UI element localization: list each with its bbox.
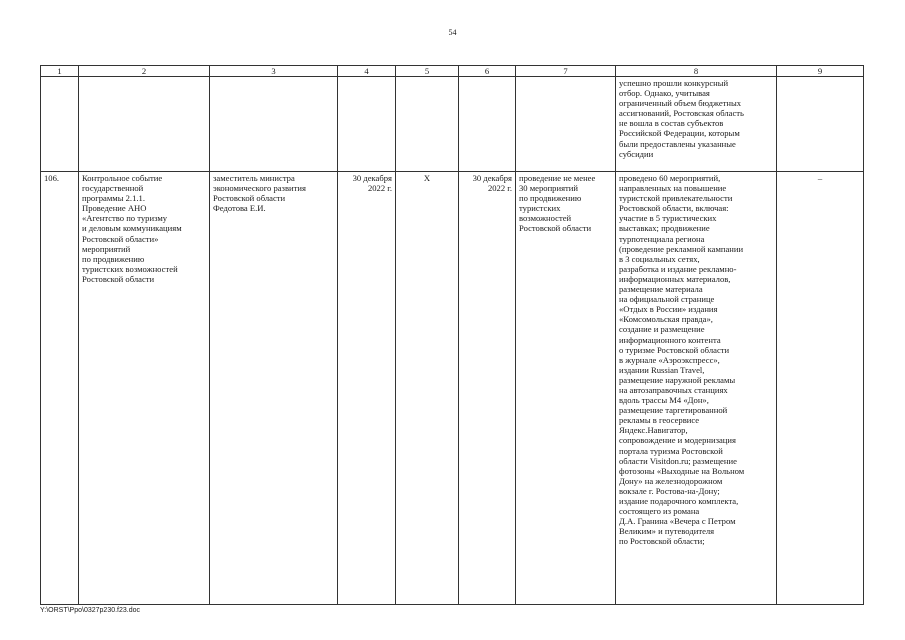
table-header-row [41, 66, 864, 77]
report-table [40, 65, 864, 605]
footer-file-path: Y:\ORST\Ppo\0327p230.f23.doc [40, 607, 141, 614]
column-header: 5 [396, 66, 459, 77]
control-event: Контрольное событие государственной программы 2.1.1. Проведение АНО «Агентство по туризму и деловым коммуникациям Ростовской области» мероприятий по продвижению туристских возможностей Ростовской области [79, 172, 210, 605]
column-header: 8 [616, 66, 777, 77]
column-header: 1 [41, 66, 79, 77]
column-header: 2 [79, 66, 210, 77]
page-number: 54 [448, 28, 457, 37]
row-number: 106. [41, 172, 79, 605]
actual-date: 30 декабря 2022 г. [459, 172, 516, 605]
actual-result: проведено 60 мероприятий, направленных на повышение туристской привлекательности Ростовской области, включая: участие в 5 туристических выставках; продвижение турпотенциала региона (проведение рекламной кампании в 3 социальных сетях, разработка и издание рекламно- информационных материалов, размещение материала на официальной странице «Отдых в России» издания «Комсомольская правда», создание и размещение информационного контента о туризме Ростовской области в журнале «Аэроэкспресс», издании Russian Travel, размещение наружной рекламы на автозаправочных станциях вдоль трассы М4 «Дон», размещение таргетированной рекламы в геосервисе Яндекс.Навигатор, сопровождение и модернизация портала туризма Ростовской области Visitdon.ru; размещение фотозоны «Выходные на Вольном Дону» на железнодорожном вокзале г. Ростова-на-Дону; издание подарочного комплекта, состоящего из романа Д.А. Гранина «Вечера с Петром Великим» и путеводителя по Ростовской области; [616, 172, 777, 605]
table-row-continued [41, 77, 864, 172]
column-header: 3 [210, 66, 338, 77]
column-5-value: Х [396, 172, 459, 605]
column-header: 9 [777, 66, 864, 77]
column-header: 6 [459, 66, 516, 77]
table-row-106 [41, 172, 864, 605]
planned-date: 30 декабря 2022 г. [338, 172, 396, 605]
planned-result: проведение не менее 30 мероприятий по продвижению туристских возможностей Ростовской области [516, 172, 616, 605]
responsible-person: заместитель министра экономического развития Ростовской области Федотова Е.И. [210, 172, 338, 605]
continued-actual-result: успешно прошли конкурсный отбор. Однако, учитывая ограниченный объем бюджетных ассигнований, Ростовская область не вошла в состав субъектов Российской Федерации, которым были предоставлены указанные субсидии [616, 77, 777, 172]
column-9-value: – [777, 172, 864, 605]
column-header: 7 [516, 66, 616, 77]
column-header: 4 [338, 66, 396, 77]
